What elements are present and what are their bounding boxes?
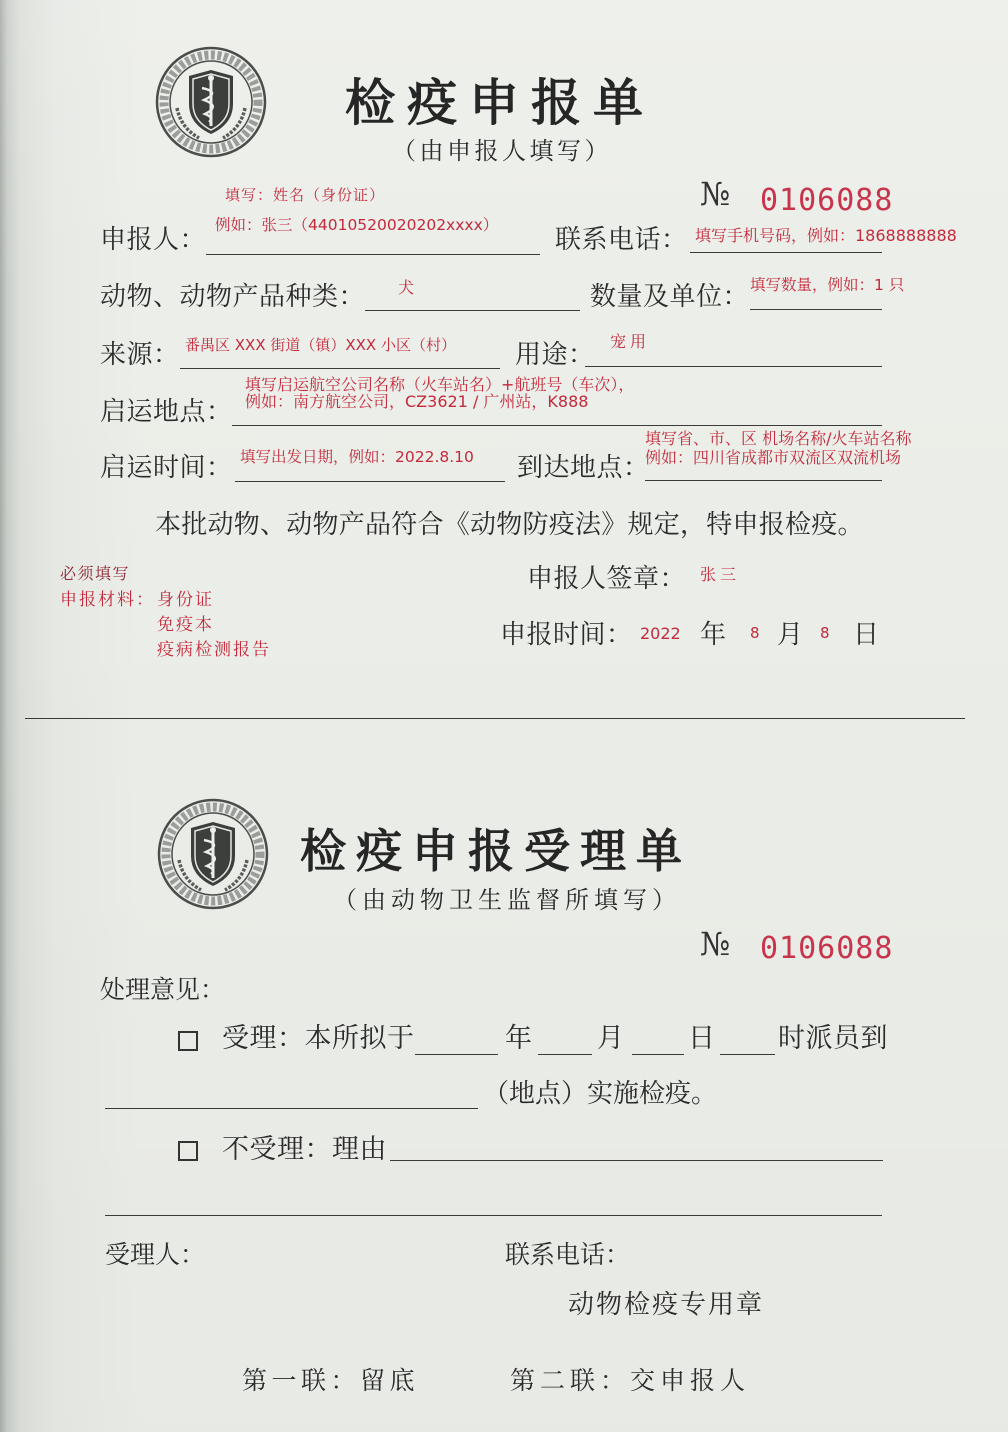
acceptance-serial-number: 0106088 <box>760 931 894 966</box>
declarant-label: 申报人： <box>100 225 207 255</box>
material-item-vaccination-book: 免疫本 <box>157 615 214 635</box>
departure-place-label: 启运地点： <box>100 397 233 427</box>
arrival-place-hint-line1: 填写省、市、区 机场名称/火车站名称 <box>645 429 912 448</box>
departure-time-field-line <box>235 481 505 482</box>
purpose-field-line <box>585 366 882 367</box>
purpose-label: 用途： <box>515 340 595 370</box>
accept-month-unit: 月 <box>597 1023 625 1054</box>
acceptance-form-title: 检疫申报受理单 <box>300 824 692 878</box>
quantity-hint: 填写数量，例如：1 只 <box>750 276 905 294</box>
form-subtitle: （由申报人填写） <box>392 137 612 165</box>
signature-value: 张三 <box>700 565 741 584</box>
departure-place-hint-line1: 填写启运航空公司名称（火车站名）+航班号（车次）， <box>245 375 635 394</box>
accept-year-line <box>415 1054 498 1055</box>
tear-off-divider <box>25 718 965 719</box>
quantity-field-line <box>750 309 882 310</box>
declaration-day-value: 8 <box>820 624 830 642</box>
required-note-heading: 必须填写 <box>60 564 131 583</box>
purpose-value: 宠用 <box>610 332 651 351</box>
acceptance-phone-label: 联系电话： <box>505 1240 631 1269</box>
accept-time-unit: 时派员到 <box>778 1023 888 1054</box>
arrival-place-label: 到达地点： <box>517 453 650 483</box>
arrival-place-field-line <box>645 480 882 481</box>
reject-label: 不受理：理由 <box>222 1134 387 1165</box>
acceptance-form-subtitle: （由动物卫生监督所填写） <box>333 886 681 914</box>
day-unit: 日 <box>853 620 880 650</box>
phone-field-line <box>690 252 882 253</box>
number-prefix: № <box>700 175 731 213</box>
declaration-date-label: 申报时间： <box>500 620 633 650</box>
form-title: 检疫申报单 <box>345 73 655 132</box>
year-unit: 年 <box>700 620 727 650</box>
declaration-statement: 本批动物、动物产品符合《动物防疫法》规定，特申报检疫。 <box>155 510 864 540</box>
species-field-line <box>365 310 580 311</box>
reject-checkbox <box>178 1141 198 1161</box>
origin-hint: 番禺区 XXX 街道（镇）XXX 小区（村） <box>185 336 456 354</box>
materials-label: 申报材料： <box>60 590 155 610</box>
opinion-label: 处理意见： <box>100 975 226 1004</box>
seal-label: 动物检疫专用章 <box>568 1290 765 1320</box>
declaration-month-value: 8 <box>750 624 760 642</box>
handler-label: 受理人： <box>105 1240 206 1269</box>
accept-label: 受理：本所拟于 <box>222 1023 415 1054</box>
material-item-id-card: 身份证 <box>157 590 214 610</box>
declarant-example: 例如：张三（44010520020202xxxx） <box>215 216 499 234</box>
accept-year-unit: 年 <box>505 1023 533 1054</box>
copy-two-label: 第二联：交申报人 <box>510 1366 751 1395</box>
reject-reason-line <box>390 1160 883 1161</box>
animal-health-emblem-icon <box>155 46 267 158</box>
origin-field-line <box>180 368 500 369</box>
signature-label: 申报人签章： <box>527 564 687 594</box>
copy-one-label: 第一联：留底 <box>242 1366 420 1395</box>
arrival-place-hint-line2: 例如：四川省成都市双流区双流机场 <box>645 448 902 467</box>
form-serial-number: 0106088 <box>760 183 894 218</box>
departure-place-hint-line2: 例如：南方航空公司，CZ3621 / 广州站，K888 <box>245 392 589 411</box>
origin-label: 来源： <box>100 340 180 370</box>
accept-month-line <box>538 1054 592 1055</box>
phone-label: 联系电话： <box>555 225 688 255</box>
reject-reason-line-2 <box>105 1215 882 1216</box>
accept-day-line <box>632 1054 684 1055</box>
accept-day-unit: 日 <box>688 1023 716 1054</box>
phone-hint: 填写手机号码，例如：1868888888 <box>695 226 957 245</box>
accept-location-suffix: （地点）实施检疫。 <box>483 1079 718 1109</box>
accept-hour-line <box>720 1054 775 1055</box>
declaration-year-value: 2022 <box>640 624 681 643</box>
declarant-hint: 填写：姓名（身份证） <box>225 186 386 204</box>
departure-time-label: 启运时间： <box>100 453 233 483</box>
material-item-disease-test-report: 疫病检测报告 <box>157 640 271 660</box>
acceptance-number-prefix: № <box>700 925 731 963</box>
declarant-field-line <box>206 254 540 255</box>
departure-time-hint: 填写出发日期，例如：2022.8.10 <box>240 448 474 466</box>
departure-place-field-line <box>232 425 882 426</box>
quantity-label: 数量及单位： <box>590 282 750 312</box>
month-unit: 月 <box>777 620 804 650</box>
accept-location-line <box>105 1108 478 1109</box>
animal-health-emblem-icon <box>157 798 269 910</box>
species-value: 犬 <box>398 278 415 297</box>
accept-checkbox <box>178 1031 198 1051</box>
species-label: 动物、动物产品种类： <box>100 282 366 312</box>
